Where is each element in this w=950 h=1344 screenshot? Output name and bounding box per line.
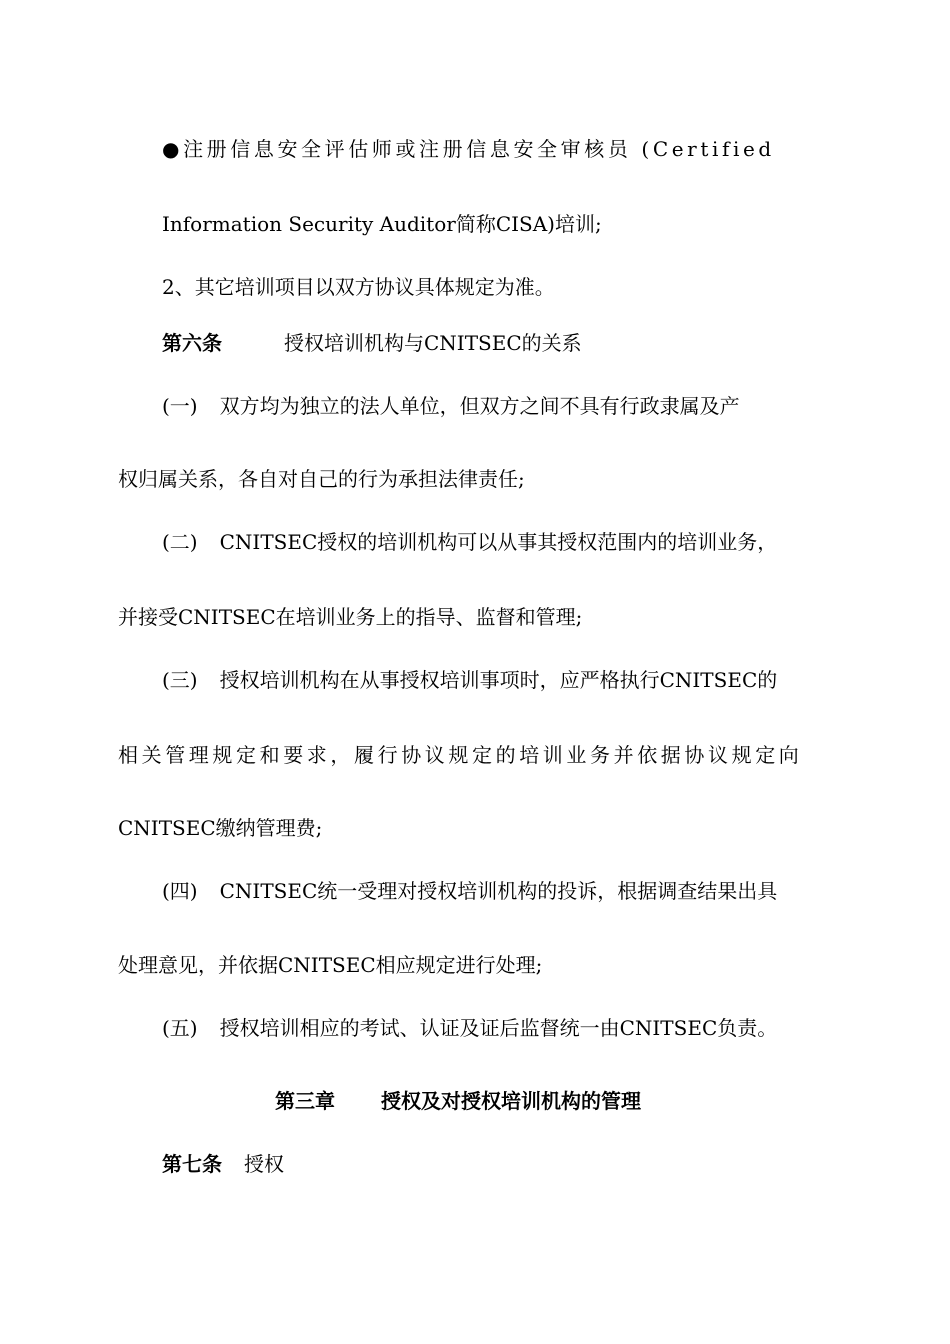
chapter-3-label: 第三章 bbox=[275, 1089, 335, 1113]
article-6-heading bbox=[162, 333, 582, 353]
clause-4-line-2: 处理意见，并依据CNITSEC相应规定进行处理; bbox=[118, 953, 543, 977]
clause-1-number: (一) bbox=[162, 394, 198, 418]
article-7-heading bbox=[162, 1154, 284, 1174]
article-7-title: 授权 bbox=[244, 1152, 284, 1176]
clause-3-number: (三) bbox=[162, 668, 198, 692]
item-2-paragraph: 2、其它培训项目以双方协议具体规定为准。 bbox=[162, 275, 555, 299]
clause-4-number: (四) bbox=[162, 879, 198, 903]
clause-3-line-2: 相关管理规定和要求，履行协议规定的培训业务并依据协议规定向 bbox=[118, 743, 803, 767]
bullet-item-line-1 bbox=[162, 139, 775, 159]
chapter-3-heading bbox=[275, 1091, 641, 1111]
clause-4-text: CNITSEC统一受理对授权培训机构的投诉，根据调查结果出具 bbox=[219, 879, 778, 903]
bullet-item-line-2: Information Security Auditor简称CISA)培训; bbox=[162, 212, 602, 236]
clause-1-line-2: 权归属关系，各自对自己的行为承担法律责任; bbox=[118, 467, 525, 491]
clause-3-line-3: CNITSEC缴纳管理费; bbox=[118, 816, 323, 840]
article-6-title: 授权培训机构与CNITSEC的关系 bbox=[284, 331, 582, 355]
clause-5-number: (五) bbox=[162, 1016, 198, 1040]
clause-3-text: 授权培训机构在从事授权培训事项时，应严格执行CNITSEC的 bbox=[219, 668, 778, 692]
article-7-label: 第七条 bbox=[162, 1152, 222, 1176]
clause-3-line-1 bbox=[162, 670, 777, 690]
clause-5-line-1 bbox=[162, 1018, 777, 1038]
clause-2-number: (二) bbox=[162, 530, 198, 554]
clause-2-line-1 bbox=[162, 532, 777, 552]
clause-1-line-1 bbox=[162, 396, 740, 416]
clause-1-text: 双方均为独立的法人单位，但双方之间不具有行政隶属及产 bbox=[219, 394, 740, 418]
clause-4-line-1 bbox=[162, 881, 777, 901]
clause-2-line-2: 并接受CNITSEC在培训业务上的指导、监督和管理; bbox=[118, 605, 583, 629]
chapter-3-title: 授权及对授权培训机构的管理 bbox=[381, 1089, 641, 1113]
bullet-dot: ● bbox=[162, 137, 184, 161]
article-6-label: 第六条 bbox=[162, 331, 222, 355]
bullet-item-text: 注册信息安全评估师或注册信息安全审核员 (Certified bbox=[183, 137, 775, 161]
clause-2-text: CNITSEC授权的培训机构可以从事其授权范围内的培训业务， bbox=[219, 530, 778, 554]
clause-5-text: 授权培训相应的考试、认证及证后监督统一由CNITSEC负责。 bbox=[219, 1016, 778, 1040]
